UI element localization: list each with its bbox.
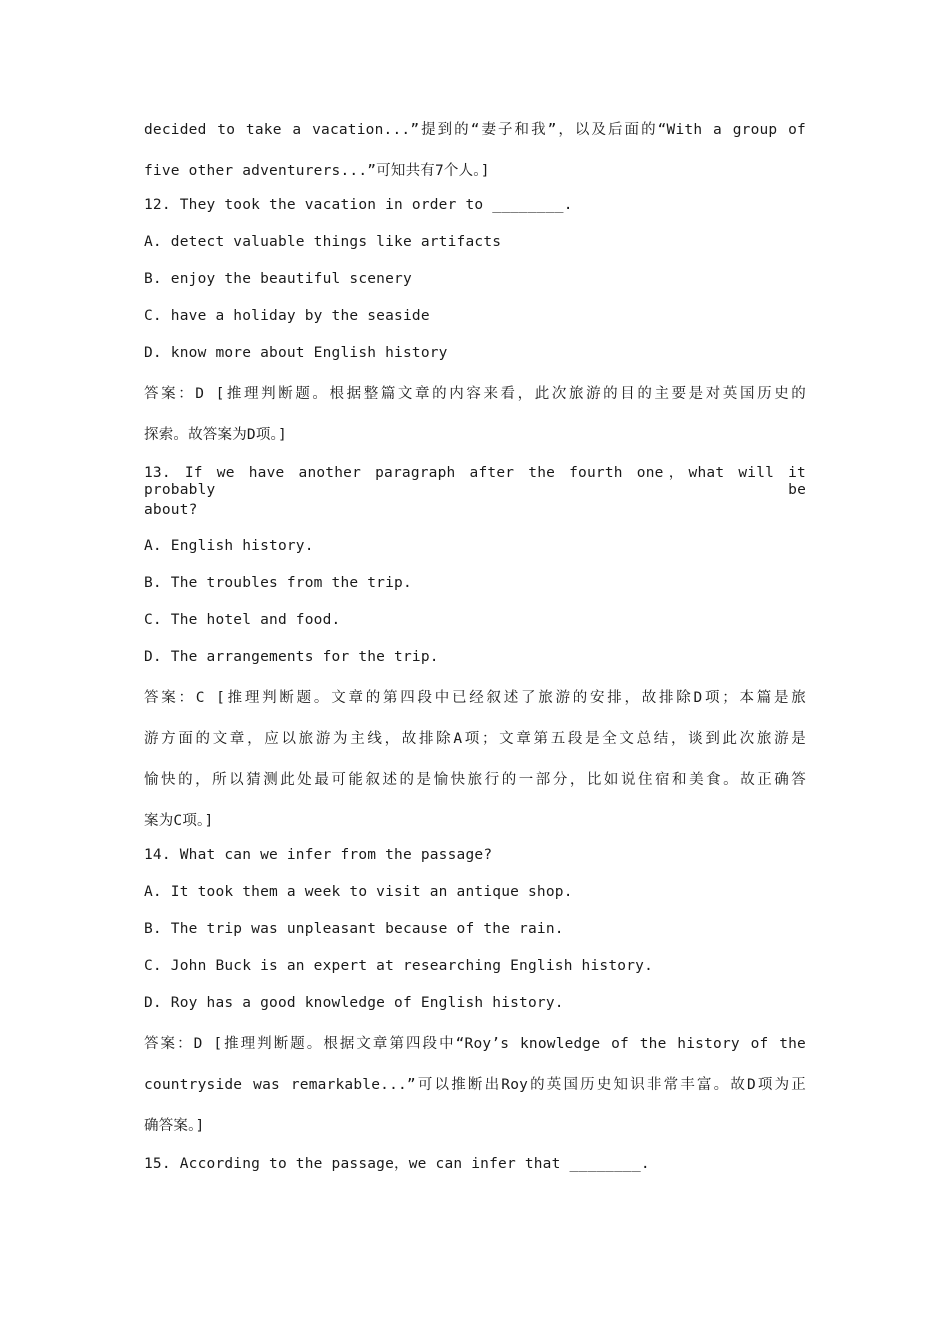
question-12: 12. They took the vacation in order to ________. bbox=[144, 197, 573, 213]
explanation-line: decided to take a vacation...”提到的“妻子和我”，以及后面的“With a group of bbox=[144, 122, 806, 138]
question-15: 15. According to the passage，we can infer that ________. bbox=[144, 1156, 650, 1172]
option-d: D. The arrangements for the trip. bbox=[144, 649, 439, 665]
option-b: B. enjoy the beautiful scenery bbox=[144, 271, 412, 287]
explanation-line: five other adventurers...”可知共有7个人。] bbox=[144, 163, 490, 179]
answer-line: 答案：D [推理判断题。根据整篇文章的内容来看，此次旅游的目的主要是对英国历史的 bbox=[144, 386, 806, 402]
option-b: B. The troubles from the trip. bbox=[144, 575, 412, 591]
option-a: A. English history. bbox=[144, 538, 314, 554]
answer-line: 游方面的文章，应以旅游为主线，故排除A项；文章第五段是全文总结，谈到此次旅游是 bbox=[144, 731, 806, 747]
answer-line: countryside was remarkable...”可以推断出Roy的英国历史知识非常丰富。故D项为正 bbox=[144, 1077, 806, 1093]
option-b: B. The trip was unpleasant because of the rain. bbox=[144, 921, 564, 937]
question-13: 13. If we have another paragraph after the fourth one，what will it probably be bbox=[144, 465, 806, 498]
option-c: C. The hotel and food. bbox=[144, 612, 341, 628]
option-d: D. Roy has a good knowledge of English history. bbox=[144, 995, 564, 1011]
option-d: D. know more about English history bbox=[144, 345, 448, 361]
option-a: A. detect valuable things like artifacts bbox=[144, 234, 502, 250]
option-c: C. have a holiday by the seaside bbox=[144, 308, 430, 324]
answer-line: 探索。故答案为D项。] bbox=[144, 427, 287, 443]
answer-line: 答案：C [推理判断题。文章的第四段中已经叙述了旅游的安排，故排除D项；本篇是旅 bbox=[144, 690, 806, 706]
answer-line: 答案：D [推理判断题。根据文章第四段中“Roy’s knowledge of the history of the bbox=[144, 1036, 806, 1052]
question-14: 14. What can we infer from the passage? bbox=[144, 847, 493, 863]
answer-line: 愉快的，所以猜测此处最可能叙述的是愉快旅行的一部分，比如说住宿和美食。故正确答 bbox=[144, 772, 806, 788]
answer-line: 案为C项。] bbox=[144, 813, 214, 829]
option-c: C. John Buck is an expert at researching English history. bbox=[144, 958, 653, 974]
option-a: A. It took them a week to visit an antique shop. bbox=[144, 884, 573, 900]
question-13-cont: about? bbox=[144, 502, 198, 518]
answer-line: 确答案。] bbox=[144, 1118, 205, 1134]
